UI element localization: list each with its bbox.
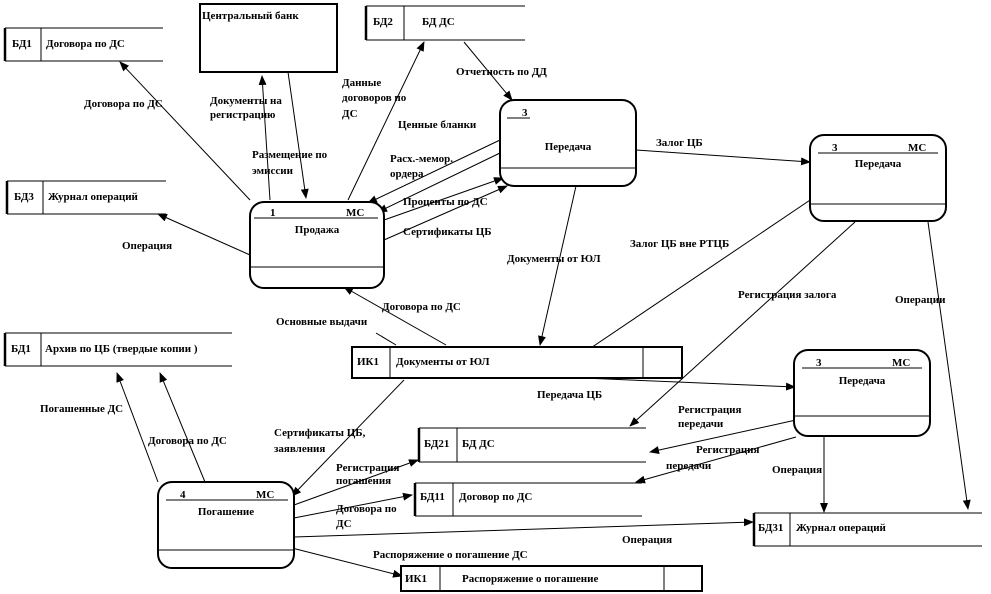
store-bd3-journal <box>7 181 166 214</box>
flow-label-ops-p3c: Операция <box>772 464 823 476</box>
flow-label-pledge-reg: Регистрация залога <box>738 289 837 301</box>
store-bd21-ds <box>419 428 646 462</box>
flow-label-memo: Расх.-мемор. <box>390 153 453 165</box>
flow-label-report: Отчетность по ДД <box>456 66 547 78</box>
store-id: БД1 <box>12 38 32 50</box>
store-id: БД11 <box>420 491 445 503</box>
flow-arrow-docs-reg <box>288 72 306 198</box>
process-actor: МС <box>256 489 275 501</box>
flow-label-contracts4: Договора по <box>336 503 397 515</box>
flow-arrow-contracts3 <box>160 373 205 482</box>
flow-label-memo-2: ордера <box>390 168 424 180</box>
process-actor: МС <box>908 142 927 154</box>
flow-label-ops-right: Операции <box>895 294 946 306</box>
store-name: Архив по ЦБ (твердые копии ) <box>45 343 198 355</box>
process-1-sale <box>250 202 384 288</box>
flow-label-contracts3: Договора по ДС <box>148 435 227 447</box>
flow-label-pledge-out: Залог ЦБ вне РТЦБ <box>630 238 730 250</box>
store-id: БД2 <box>373 16 393 28</box>
flow-label-ops-p4: Операция <box>622 534 673 546</box>
process-actor: МС <box>346 207 365 219</box>
flow-arrow-blanks <box>368 140 500 203</box>
store-bd2-ds <box>366 6 525 40</box>
process-number: 3 <box>522 107 528 119</box>
store-ik1-docs <box>352 347 682 378</box>
flow-label-blanks: Ценные бланки <box>398 119 477 131</box>
flow-label-contract-data-3: ДС <box>342 108 358 120</box>
flow-arrow-contracts <box>120 62 250 200</box>
process-number: 3 <box>816 357 822 369</box>
flow-label-reg-transfer-1b: передачи <box>678 418 724 430</box>
store-ik1-order <box>401 566 702 591</box>
store-name: Распоряжение о погашение <box>462 573 599 585</box>
store-name: Договор по ДС <box>459 491 533 503</box>
flow-label-docs-reg-2: регистрацию <box>210 109 276 121</box>
process-3-transfer-lower <box>794 350 930 436</box>
store-bd1-archive <box>5 333 232 366</box>
external-central-bank <box>200 4 337 72</box>
flow-label-reg-redeem: Регистрация <box>336 462 400 474</box>
store-bd11-contract <box>415 483 642 516</box>
process-name: Продажа <box>294 224 340 236</box>
process-3-transfer-right <box>810 135 946 221</box>
flow-label-emission: Размещение по <box>252 149 328 161</box>
flow-label-order: Распоряжение о погашение ДС <box>373 549 528 561</box>
flow-label-certs: Сертификаты ЦБ <box>403 226 492 238</box>
process-3-transfer-top <box>500 100 636 186</box>
store-name: БД ДС <box>422 16 455 28</box>
flow-label-docs-reg: Документы на <box>210 95 282 107</box>
flow-arrow-docs-ul <box>540 186 576 345</box>
flow-label-docs-ul: Документы от ЮЛ <box>507 253 601 265</box>
flow-label-contracts: Договора по ДС <box>84 98 163 110</box>
flow-label-contracts2: Договора по ДС <box>382 301 461 313</box>
flow-label-reg-redeem-2: погашения <box>336 475 392 487</box>
flow-label-certs-app-2: заявления <box>274 443 326 455</box>
flow-label-pledge: Залог ЦБ <box>656 137 703 149</box>
flow-arrow-ops-p4 <box>294 522 753 537</box>
flow-label-certs-app: Сертификаты ЦБ, <box>274 427 366 439</box>
process-name: Погашение <box>197 506 255 518</box>
process-name: Передача <box>838 375 886 387</box>
process-name: Передача <box>854 158 902 170</box>
store-name: Журнал операций <box>48 191 138 203</box>
store-name: Документы от ЮЛ <box>396 356 490 368</box>
flow-label-transfer-cb: Передача ЦБ <box>537 389 603 401</box>
flow-label-payouts: Основные выдачи <box>276 316 368 328</box>
store-id: БД3 <box>14 191 34 203</box>
flow-label-reg-transfer-2: Регистрация <box>696 444 760 456</box>
store-id: БД31 <box>758 522 784 534</box>
process-number: 3 <box>832 142 838 154</box>
flow-arrow-payouts <box>376 333 396 345</box>
store-id: БД21 <box>424 438 450 450</box>
flow-label-operation: Операция <box>122 240 173 252</box>
store-bd1-contracts <box>5 28 163 61</box>
flow-label-contract-data: Данные <box>342 77 382 89</box>
flow-arrow-pledge <box>636 150 810 162</box>
flow-label-percent: Проценты по ДС <box>403 196 488 208</box>
store-id: БД1 <box>11 343 31 355</box>
store-id: ИК1 <box>357 356 380 368</box>
process-4-redemption <box>158 482 294 568</box>
flow-label-reg-transfer-2b: передачи <box>666 460 712 472</box>
process-number: 4 <box>180 489 186 501</box>
process-number: 1 <box>270 207 276 219</box>
flow-label-emission-2: эмиссии <box>252 165 293 177</box>
flow-label-reg-transfer-1: Регистрация <box>678 404 742 416</box>
flow-label-contracts4-2: ДС <box>336 518 352 530</box>
flow-arrow-pledge-out <box>570 192 822 362</box>
store-id: ИК1 <box>405 573 428 585</box>
flow-arrow-redeemed <box>117 373 158 482</box>
store-bd31-journal <box>754 513 982 546</box>
external-label: Центральный банк <box>202 10 299 22</box>
store-name: БД ДС <box>462 438 495 450</box>
flow-arrow-ops-right <box>928 222 968 509</box>
process-actor: МС <box>892 357 911 369</box>
flow-label-redeemed: Погашенные ДС <box>40 403 124 415</box>
store-name: Договора по ДС <box>46 38 125 50</box>
flow-label-contract-data-2: договоров по <box>342 92 407 104</box>
store-name: Журнал операций <box>796 522 886 534</box>
process-name: Передача <box>544 141 592 153</box>
